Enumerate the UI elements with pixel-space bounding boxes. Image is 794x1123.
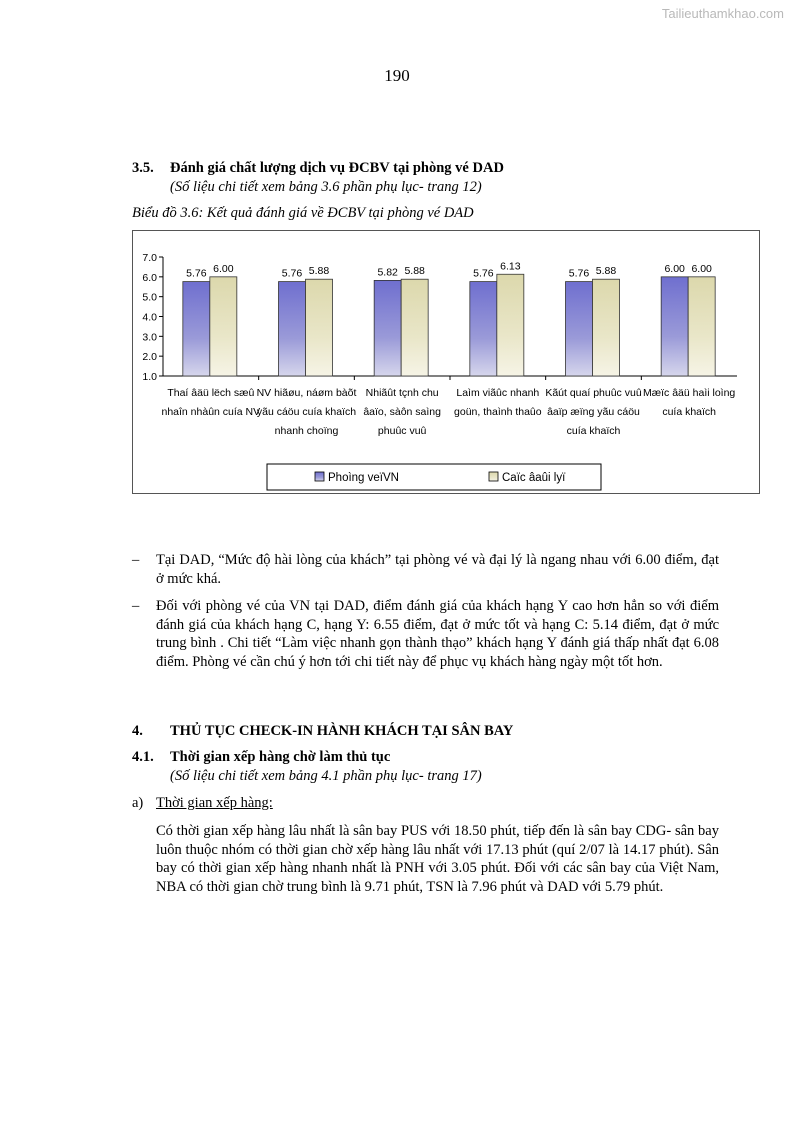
data-label: 6.13: [500, 260, 521, 273]
section-4-1-number: 4.1.: [132, 749, 154, 765]
category-label: Thaí âäü lëch sæû: [167, 387, 255, 399]
subsection-a-title: Thời gian xếp hàng:: [156, 795, 273, 811]
bar-series1: [661, 277, 688, 376]
data-label: 6.00: [691, 262, 712, 275]
y-tick-label: 3.0: [142, 331, 157, 344]
category-label: Mæïc âäü haìi loìng: [643, 387, 736, 399]
category-label: âaïp æïng yãu cáöu: [547, 406, 640, 418]
data-label: 5.88: [308, 265, 330, 278]
data-label: 5.88: [595, 265, 617, 278]
y-tick-label: 1.0: [142, 371, 157, 383]
bar-series1: [470, 282, 497, 376]
category-label: cuía khaïch: [566, 425, 621, 437]
bar-series1: [566, 282, 593, 376]
data-label: 5.88: [404, 265, 425, 278]
data-label: 5.76: [473, 267, 494, 280]
y-tick-label: 2.0: [142, 351, 157, 364]
bar-series2: [210, 277, 237, 376]
section-4-1-heading: [132, 749, 390, 766]
y-tick-label: 6.0: [142, 271, 157, 284]
subsection-a-marker: a): [132, 795, 144, 811]
data-label: 5.82: [377, 266, 398, 279]
bullet-text: Tại DAD, “Mức độ hài lòng của khách” tại phòng vé và đại lý là ngang nhau với 6.00 điểm, đạt ở mức khá.: [156, 552, 719, 587]
section-4-1-title: Thời gian xếp hàng chờ làm thủ tục: [170, 749, 391, 765]
chart-frame: [132, 230, 760, 494]
category-label: Kãút quaí phuûc vuû: [545, 387, 642, 399]
category-label: nhanh choïng: [274, 425, 339, 437]
bar-chart: [133, 231, 759, 493]
bar-series2: [401, 279, 428, 376]
legend-swatch-series2: [489, 472, 498, 481]
category-label: cuía khaïch: [662, 406, 717, 418]
y-tick-label: 7.0: [142, 252, 157, 264]
section-4-title: THỦ TỤC CHECK-IN HÀNH KHÁCH TẠI SÂN BAY: [170, 723, 514, 739]
bar-series1: [183, 282, 210, 376]
category-label: goün, thaình thaûo: [454, 406, 542, 418]
bullet-dash: –: [132, 552, 140, 568]
bullet-dash: –: [132, 598, 140, 614]
category-label: âaïo, sàôn saìng: [363, 406, 441, 418]
bar-series1: [374, 280, 401, 376]
category-label: Nhiãût tçnh chu: [365, 387, 439, 399]
data-label: 6.00: [664, 262, 685, 275]
page-number: 190: [384, 66, 410, 85]
section-3-5-heading: [132, 160, 504, 177]
watermark: Tailieuthamkhao.com: [661, 6, 784, 21]
category-label: phuûc vuû: [377, 425, 427, 437]
data-label: 5.76: [568, 267, 590, 280]
category-label: nhaîn nhàûn cuía NV: [161, 406, 261, 418]
y-tick-label: 5.0: [142, 291, 157, 304]
bullet-item: [132, 597, 719, 671]
data-label: 6.00: [213, 262, 234, 275]
section-3-5-note: (Số liệu chi tiết xem bảng 3.6 phần phụ lục- trang 12): [170, 179, 482, 195]
figure-caption: Biểu đồ 3.6: Kết quả đánh giá về ĐCBV tại phòng vé DAD: [132, 205, 474, 221]
y-tick-label: 4.0: [142, 311, 157, 324]
category-label: NV hiãøu, náøm bàõt: [256, 387, 357, 399]
bar-series1: [279, 282, 306, 376]
section-4-heading: [132, 723, 513, 740]
data-label: 5.76: [186, 267, 207, 280]
section-4-number: 4.: [132, 723, 143, 739]
section-3-5-number: 3.5.: [132, 160, 154, 176]
bullet-text: Đối với phòng vé của VN tại DAD, điểm đánh giá của khách hạng Y cao hơn hẳn so với điểm đánh giá của khách hạng C, hạng Y: 6.55 điểm, đạt ở mức tốt và hạng C: 5.14 điểm, đạt ở mức trung bình . Chi tiết “Làm việc nhanh gọn thành thạo” khách hạng Y đánh giá thấp nhất đạt 6.08 điểm. Phòng vé cần chú ý hơn tới chi tiết này để phục vụ khách hàng ngày một tốt hơn.: [156, 598, 719, 670]
data-label: 5.76: [281, 267, 303, 280]
legend-label-series1: Phoìng veïVN: [328, 472, 399, 484]
bar-series2: [306, 279, 333, 376]
bar-series2: [497, 274, 524, 376]
bar-series2: [593, 279, 620, 376]
section-3-5-title: Đánh giá chất lượng dịch vụ ĐCBV tại phòng vé DAD: [170, 160, 504, 176]
category-label: Laìm viãûc nhanh: [456, 387, 540, 399]
section-4-1-note: (Số liệu chi tiết xem bảng 4.1 phần phụ lục- trang 17): [170, 768, 482, 784]
bullet-item: [132, 551, 719, 588]
legend-label-series2: Caïc âaûi lyï: [502, 472, 566, 484]
subsection-a-heading: [132, 794, 273, 813]
subsection-a-paragraph: Có thời gian xếp hàng lâu nhất là sân bay PUS với 18.50 phút, tiếp đến là sân bay CDG- sân bay luôn thuộc nhóm có thời gian chờ xếp hàng lâu nhất với 17.13 phút (quí 2/07 là 14.17 phút). Sân bay có thời gian xếp hàng nhanh nhất là PNH với 3.05 phút. Đối với các sân bay của Việt Nam, NBA có thời gian chờ trung bình là 9.71 phút, TSN là 7.96 phút và DAD với 5.79 phút.: [156, 823, 719, 895]
bar-series2: [688, 277, 715, 376]
legend-swatch-series1: [315, 472, 324, 481]
category-label: yãu cáöu cuía khaïch: [256, 406, 357, 418]
